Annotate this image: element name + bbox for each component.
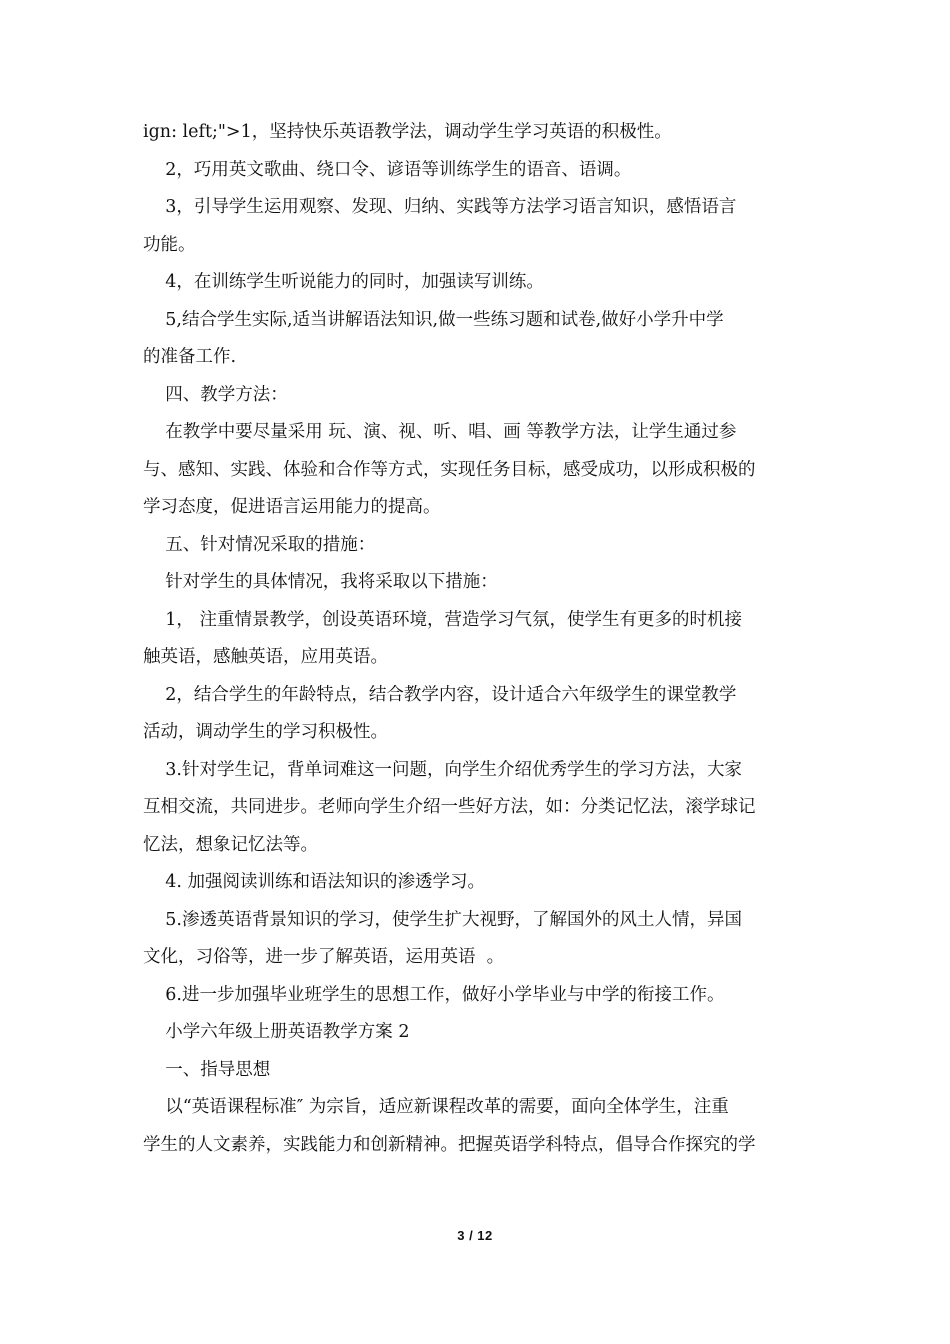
text-line: 4. 加强阅读训练和语法知识的渗透学习。 [143, 872, 486, 892]
document-subtitle: 小学六年级上册英语教学方案 2 [143, 1022, 410, 1042]
text-line: 触英语，感触英语，应用英语。 [143, 647, 388, 667]
text-line: 学习态度，促进语言运用能力的提高。 [143, 497, 441, 517]
text-line: 的准备工作. [143, 347, 237, 367]
text-line: 在教学中要尽量采用 玩、演、视、听、唱、画 等教学方法，让学生通过参 [143, 422, 737, 442]
text-line: 学生的人文素养，实践能力和创新精神。把握英语学科特点，倡导合作探究的学 [143, 1134, 756, 1155]
section-heading: 五、针对情况采取的措施： [143, 534, 376, 555]
text-line: 文化，习俗等，进一步了解英语，运用英语 。 [143, 947, 505, 967]
section-heading: 四、教学方法： [143, 384, 288, 405]
text-line: 2，巧用英文歌曲、绕口令、谚语等训练学生的语音、语调。 [143, 159, 632, 180]
text-line: 3，引导学生运用观察、发现、归纳、实践等方法学习语言知识，感悟语言 [143, 197, 737, 217]
section-heading: 一、指导思想 [143, 1059, 271, 1080]
page-number: 3 / 12 [457, 1228, 493, 1243]
text-line: 活动，调动学生的学习积极性。 [143, 722, 388, 742]
text-line: 功能。 [143, 234, 196, 255]
text-line: 2，结合学生的年龄特点，结合教学内容，设计适合六年级学生的课堂教学 [143, 684, 737, 705]
text-line: 以“英语课程标准″ 为宗旨，适应新课程改革的需要，面向全体学生，注重 [143, 1097, 729, 1117]
text-line: ign: left;">1，坚持快乐英语教学法，调动学生学习英语的积极性。 [143, 122, 672, 142]
text-line: 5,结合学生实际,适当讲解语法知识,做一些练习题和试卷,做好小学升中学 [143, 309, 724, 330]
text-line: 互相交流，共同进步。老师向学生介绍一些好方法，如：分类记忆法，滚学球记 [143, 797, 756, 817]
text-line: 1， 注重情景教学，创设英语环境，营造学习气氛，使学生有更多的时机接 [143, 609, 742, 630]
text-line: 与、感知、实践、体验和合作等方式，实现任务目标，感受成功，以形成积极的 [143, 459, 756, 480]
text-line: 忆法，想象记忆法等。 [143, 834, 318, 855]
text-line: 6.进一步加强毕业班学生的思想工作，做好小学毕业与中学的衔接工作。 [143, 984, 725, 1005]
text-line: 针对学生的具体情况，我将采取以下措施： [143, 572, 498, 592]
text-line: 3.针对学生记，背单词难这一问题，向学生介绍优秀学生的学习方法，大家 [143, 759, 742, 780]
text-line: 4，在训练学生听说能力的同时，加强读写训练。 [143, 272, 544, 292]
document-body [143, 114, 811, 1164]
text-line: 5.渗透英语背景知识的学习，使学生扩大视野，了解国外的风土人情，异国 [143, 909, 742, 930]
